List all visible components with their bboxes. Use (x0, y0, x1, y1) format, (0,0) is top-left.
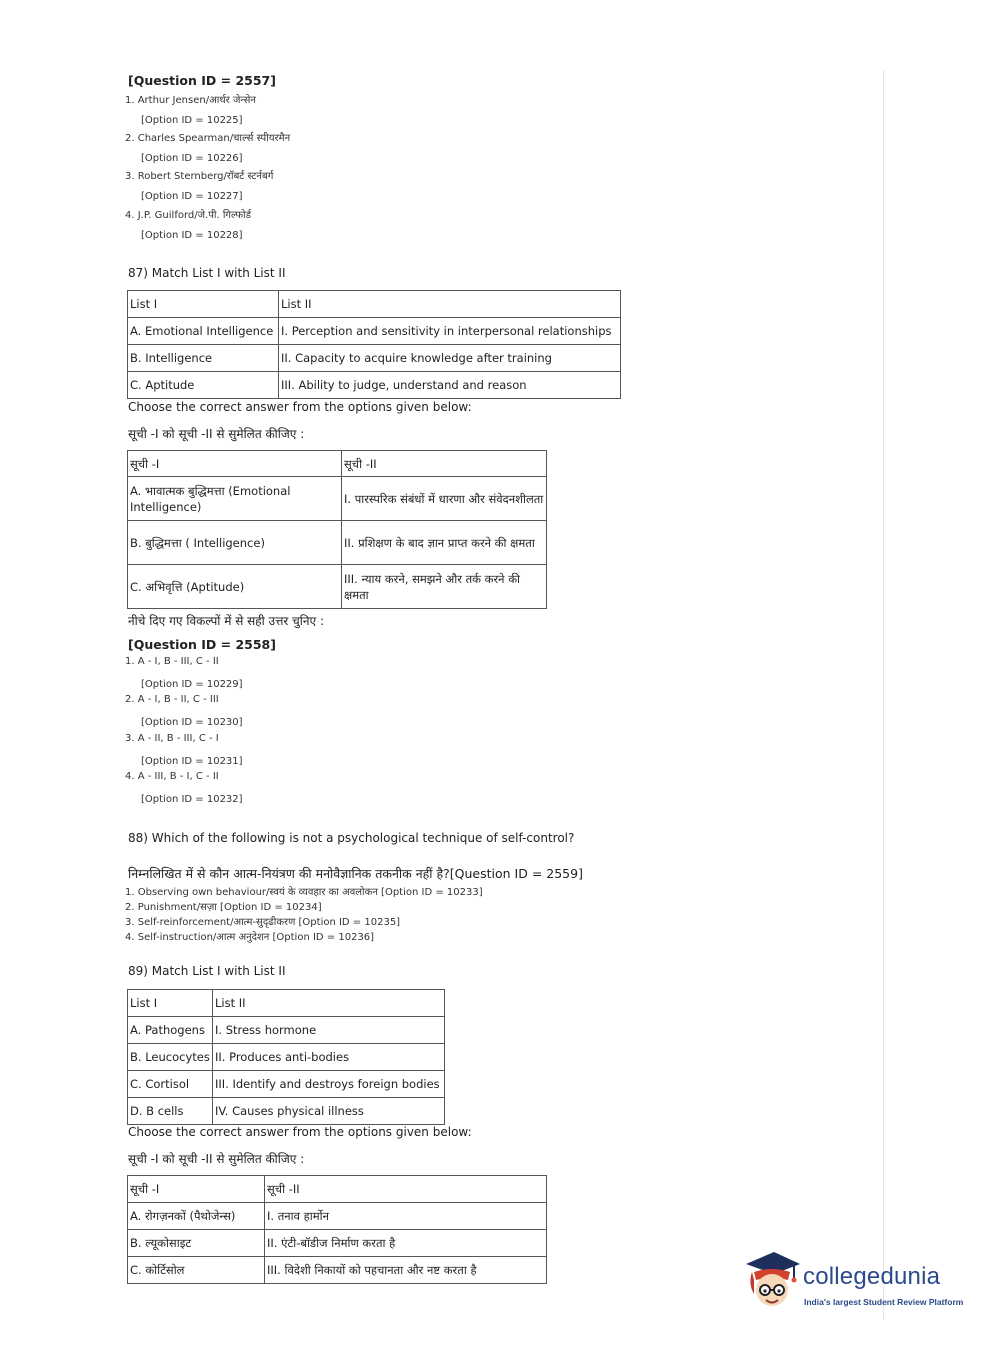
table-cell: II. Produces anti-bodies (213, 1044, 445, 1071)
table-cell: B. बुद्धिमत्ता ( Intelligence) (128, 521, 342, 565)
table-cell: III. Identify and destroys foreign bodies (213, 1071, 445, 1098)
collegedunia-mascot-icon (742, 1250, 802, 1312)
table-row (128, 372, 621, 399)
option-id: [Option ID = 10229] (141, 679, 243, 690)
table-cell: III. Ability to judge, understand and reason (279, 372, 621, 399)
table-cell: IV. Causes physical illness (213, 1098, 445, 1125)
q87-match-table-english (127, 290, 621, 399)
match-instruction-hindi: सूची -I को सूची -II से सुमेलित कीजिए : (128, 1152, 305, 1166)
option-1: 1. Arthur Jensen/आर्थर जेन्सेन (125, 95, 256, 106)
question-88-hindi: निम्नलिखित में से कौन आत्म-नियंत्रण की मनोवैज्ञानिक तकनीक नहीं है?[Question ID = 2559] (128, 866, 583, 881)
table-row (128, 318, 621, 345)
option-id: [Option ID = 10226] (141, 153, 243, 164)
table-cell: List I (128, 990, 213, 1017)
table-cell: II. एंटी-बॉडीज निर्माण करता है (265, 1230, 547, 1257)
question-id-2557: [Question ID = 2557] (128, 73, 276, 88)
table-cell: II. प्रशिक्षण के बाद ज्ञान प्राप्त करने की क्षमता (342, 521, 547, 565)
table-row (128, 451, 547, 477)
table-cell: B. Intelligence (128, 345, 279, 372)
table-cell: C. कोर्टिसोल (128, 1257, 265, 1284)
table-row (128, 477, 547, 521)
option-3: 3. Robert Sternberg/रॉबर्ट स्टर्नबर्ग (125, 171, 274, 182)
option-4: 4. Self-instruction/आत्म अनुदेशन [Option ID = 10236] (125, 932, 375, 943)
table-cell: A. Emotional Intelligence (128, 318, 279, 345)
table-row (128, 1203, 547, 1230)
table-cell: C. Cortisol (128, 1071, 213, 1098)
table-row (128, 1017, 445, 1044)
choose-answer-hindi: नीचे दिए गए विकल्पों में से सही उत्तर चुनिए : (128, 614, 325, 628)
table-cell: III. न्याय करने, समझने और तर्क करने की क्षमता (342, 565, 547, 609)
option-id: [Option ID = 10227] (141, 191, 243, 202)
choose-answer-english: Choose the correct answer from the options given below: (128, 400, 472, 414)
table-cell: I. तनाव हार्मोन (265, 1203, 547, 1230)
table-row (128, 1257, 547, 1284)
table-row (128, 565, 547, 609)
table-cell: I. Perception and sensitivity in interpersonal relationships (279, 318, 621, 345)
option-1: 1. Observing own behaviour/स्वयं के व्यवहार का अवलोकन [Option ID = 10233] (125, 887, 483, 898)
table-row (128, 291, 621, 318)
option-2: 2. Charles Spearman/चार्ल्स स्पीयरमैन (125, 133, 291, 144)
option-2: 2. A - I, B - II, C - III (125, 694, 219, 705)
q89-match-table-hindi (127, 1175, 547, 1284)
table-cell: B. Leucocytes (128, 1044, 213, 1071)
table-row (128, 1071, 445, 1098)
table-cell: A. रोगज़नकों (पैथोजेन्स) (128, 1203, 265, 1230)
option-id: [Option ID = 10228] (141, 230, 243, 241)
table-cell: C. अभिवृत्ति (Aptitude) (128, 565, 342, 609)
table-cell: B. ल्यूकोसाइट (128, 1230, 265, 1257)
table-cell: D. B cells (128, 1098, 213, 1125)
question-87-heading: 87) Match List I with List II (128, 266, 286, 280)
table-row (128, 1230, 547, 1257)
table-row (128, 521, 547, 565)
table-cell: सूची -II (342, 451, 547, 477)
q89-match-table-english (127, 989, 445, 1125)
table-row (128, 990, 445, 1017)
collegedunia-tagline: India's largest Student Review Platform (804, 1297, 964, 1307)
collegedunia-logo-text: collegedunia (803, 1263, 941, 1290)
table-cell: C. Aptitude (128, 372, 279, 399)
table-cell: List I (128, 291, 279, 318)
table-cell: सूची -I (128, 451, 342, 477)
choose-answer-english: Choose the correct answer from the options given below: (128, 1125, 472, 1139)
table-row (128, 1098, 445, 1125)
option-id: [Option ID = 10230] (141, 717, 243, 728)
table-cell: List II (279, 291, 621, 318)
option-2: 2. Punishment/सज़ा [Option ID = 10234] (125, 902, 322, 913)
option-4: 4. A - III, B - I, C - II (125, 771, 219, 782)
table-row (128, 345, 621, 372)
option-3: 3. Self-reinforcement/आत्म-सुदृढीकरण [Option ID = 10235] (125, 917, 401, 928)
table-cell: List II (213, 990, 445, 1017)
option-3: 3. A - II, B - III, C - I (125, 733, 219, 744)
table-cell: I. पारस्परिक संबंधों में धारणा और संवेदनशीलता (342, 477, 547, 521)
table-cell: सूची -II (265, 1176, 547, 1203)
table-row (128, 1176, 547, 1203)
option-4: 4. J.P. Guilford/जे.पी. गिल्फोर्ड (125, 210, 251, 221)
table-cell: II. Capacity to acquire knowledge after training (279, 345, 621, 372)
table-cell: I. Stress hormone (213, 1017, 445, 1044)
table-cell: A. भावात्मक बुद्धिमत्ता (Emotional Intelligence) (128, 477, 342, 521)
table-cell: III. विदेशी निकायों को पहचानता और नष्ट करता है (265, 1257, 547, 1284)
table-cell: सूची -I (128, 1176, 265, 1203)
table-cell: A. Pathogens (128, 1017, 213, 1044)
table-row (128, 1044, 445, 1071)
question-88-heading: 88) Which of the following is not a psychological technique of self-control? (128, 831, 575, 845)
question-89-heading: 89) Match List I with List II (128, 964, 286, 978)
option-1: 1. A - I, B - III, C - II (125, 656, 219, 667)
q87-match-table-hindi (127, 450, 547, 609)
question-id-2558: [Question ID = 2558] (128, 637, 276, 652)
option-id: [Option ID = 10232] (141, 794, 243, 805)
option-id: [Option ID = 10231] (141, 756, 243, 767)
match-instruction-hindi: सूची -I को सूची -II से सुमेलित कीजिए : (128, 427, 305, 441)
option-id: [Option ID = 10225] (141, 115, 243, 126)
page-right-border (883, 70, 884, 1320)
